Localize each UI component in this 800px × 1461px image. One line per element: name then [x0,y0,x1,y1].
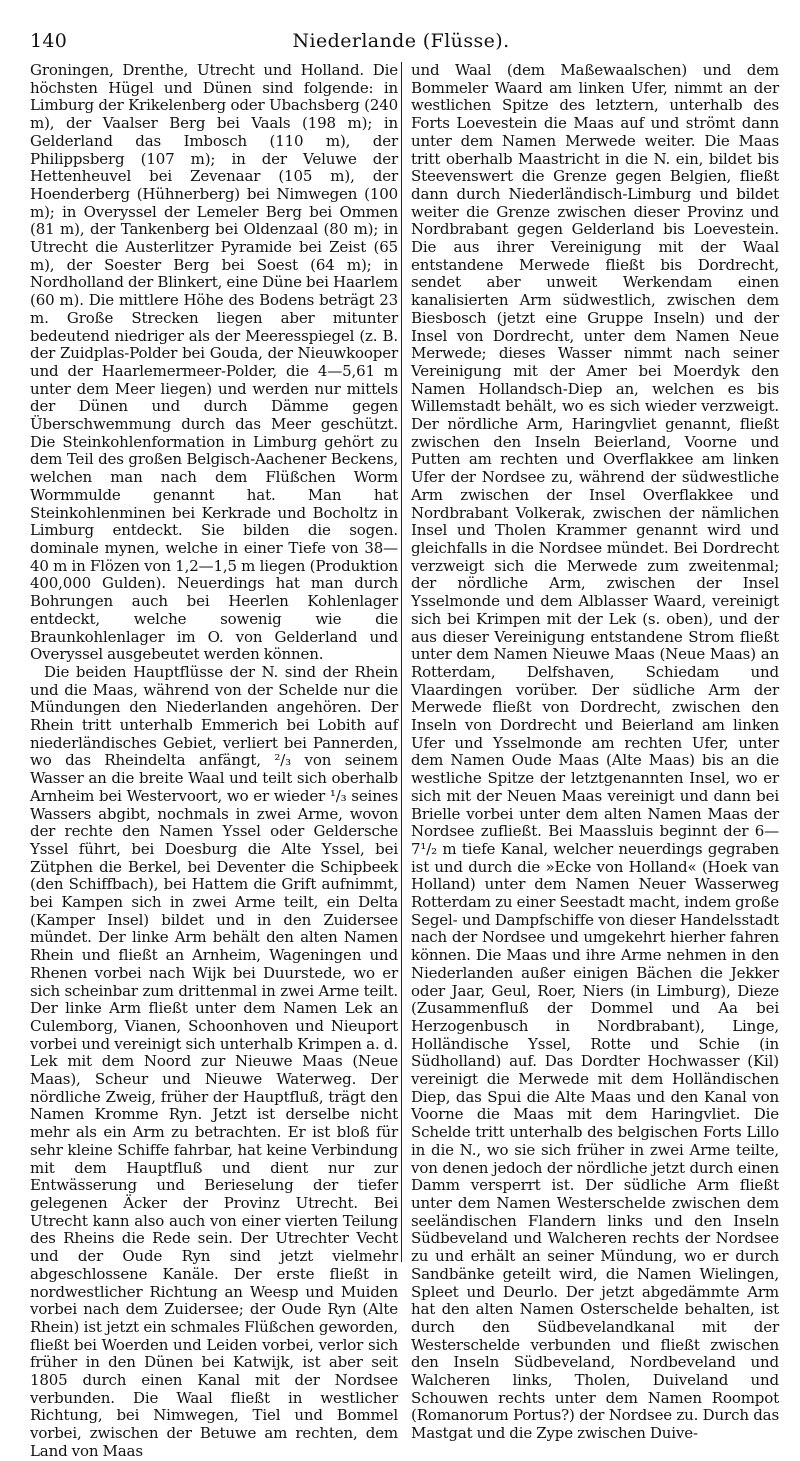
page-header [30,30,772,56]
right-column [411,62,779,1443]
left-paragraph-2: Die beiden Hauptflüsse der N. sind der Rhein und die Maas, während von der Schelde nur die Mündungen den Niederlanden angehören. Der Rhein tritt unterhalb Emmerich bei Lobith auf niederländisches Gebiet, verliert bei Pannerden, wo das Rheindelta anfängt, ²/₃ von seinem Wasser an die breite Waal und teilt sich oberhalb Arnheim bei Westervoort, wo er wieder ¹/₃ seines Wassers abgibt, nochmals in zwei Arme, wovon der rechte den Namen Yssel oder Geldersche Yssel führt, bei Doesburg die Alte Yssel, bei Zütphen die Berkel, bei Deventer die Schipbeek (den Schiffbach), bei Hattem die Grift aufnimmt, bei Kampen sich in zwei Arme teilt, ein Delta (Kamper Insel) bildet und in den Zuidersee mündet. Der linke Arm behält den alten Namen Rhein und fließt an Arnheim, Wageningen und Rhenen vorbei nach Wijk bei Duurstede, wo er sich scheinbar zum drittenmal in zwei Arme teilt. Der linke Arm fließt unter dem Namen Lek an Culemborg, Vianen, Schoonhoven und Nieuport vorbei und vereinigt sich unterhalb Krimpen a. d. Lek mit dem Noord zur Nieuwe Maas (Neue Maas), Scheur und Nieuwe Waterweg. Der nördliche Zweig, früher der Hauptfluß, trägt den Namen Kromme Ryn. Jetzt ist derselbe nicht mehr als ein Arm zu betrachten. Er ist bloß für sehr kleine Schiffe fahrbar, hat keine Verbindung mit dem Hauptfluß und dient nur zur Entwässerung und Berieselung der tiefer gelegenen Äcker der Provinz Utrecht. Bei Utrecht kann also auch von einer vierten Teilung des Rheins die Rede sein. Der Utrechter Vecht und der Oude Ryn sind jetzt vielmehr abgeschlossene Kanäle. Der erste fließt in nordwestlicher Richtung an Weesp und Muiden vorbei nach dem Zuidersee; der Oude Ryn (Alte Rhein) ist jetzt ein schmales Flüßchen geworden, fließt bei Woerden und Leiden vorbei, verlor sich früher in den Dünen bei Katwijk, ist aber seit 1805 durch einen Kanal mit der Nordsee verbunden. Die Waal fließt in westlicher Richtung, bei Nimwegen, Tiel und Bommel vorbei, zwischen der Betuwe am rechten, dem Land von Maas [30,662,398,1460]
right-paragraph-1: und Waal (dem Maßewaalschen) und dem Bommeler Waard am linken Ufer, nimmt an der westlichen Spitze des letztern, unterhalb des Forts Loevestein die Maas auf und strömt dann unter dem Namen Merwede weiter. Die Maas tritt oberhalb Maastricht in die N. ein, bildet bis Steevenswert die Grenze gegen Belgien, fließt dann durch Niederländisch-Limburg und bildet weiter die Grenze zwischen dieser Provinz und Nordbrabant gegen Gelderland bis Loevestein. Die aus ihrer Vereinigung mit der Waal entstandene Merwede fließt bis Dordrecht, sendet aber unweit Werkendam einen kanalisierten Arm südwestlich, zwischen dem Biesbosch (jetzt eine Gruppe Inseln) und der Insel von Dordrecht, unter dem Namen Neue Merwede; dieses Wasser nimmt nach seiner Vereinigung mit der Amer bei Moerdyk den Namen Hollandsch-Diep an, welchen es bis Willemstadt behält, wo es sich wieder verzweigt. Der nördliche Arm, Haringvliet genannt, fließt zwischen den Inseln Beierland, Voorne und Putten am rechten und Overflakkee am linken Ufer der Nordsee zu, während der südwestliche Arm zwischen der Insel Overflakkee und Nordbrabant Volkerak, zwischen der nämlichen Insel und Tholen Krammer genannt wird und gleichfalls in die Nordsee mündet. Bei Dordrecht verzweigt sich die Merwede zum zweitenmal; der nördliche Arm, zwischen der Insel Ysselmonde und dem Alblasser Waard, vereinigt sich bei Krimpen mit der Lek (s. oben), und der aus dieser Vereinigung entstandene Strom fließt unter dem Namen Nieuwe Maas (Neue Maas) an Rotterdam, Delfshaven, Schiedam und Vlaardingen vorüber. Der südliche Arm der Merwede fließt von Dordrecht, zwischen den Inseln von Dordrecht und Beierland am linken Ufer und Ysselmonde am rechten Ufer, unter dem Namen Oude Maas (Alte Maas) bis an die westliche Spitze der letztgenannten Insel, wo er sich mit der Neuen Maas vereinigt und dann bei Brielle vorbei unter dem alten Namen Maas der Nordsee zufließt. Bei Maassluis beginnt der 6—7¹/₂ m tiefe Kanal, welcher neuerdings gegraben ist und durch die »Ecke von Holland« (Hoek van Holland) unter dem Namen Neuer Wasserweg Rotterdam zu einer Seestadt macht, indem große Segel- und Dampfschiffe von dieser Handelsstadt nach der Nordsee und umgekehrt hierher fahren können. Die Maas und ihre Arme nehmen in den Niederlanden außer einigen Bächen die Jekker oder Jaar, Geul, Roer, Niers (in Limburg), Dieze (Zusammenfluß der Dommel und Aa bei Herzogenbusch in Nordbrabant), Linge, Holländische Yssel, Rotte und Schie (in Südholland) auf. Das Dordter Hochwasser (Kil) vereinigt die Merwede mit dem Holländischen Diep, das Spui die Alte Maas und den Kanal von Voorne die Maas mit dem Haringvliet. Die Schelde tritt unterhalb des belgischen Forts Lillo in die N., wo sie sich früher in zwei Arme teilte, von denen jedoch der nördliche jetzt durch einen Damm versperrt ist. Der südliche Arm fließt unter dem Namen Westerschelde zwischen dem seeländischen Flandern links und den Inseln Südbeveland und Walcheren rechts der Nordsee zu und erhält an seiner Mündung, wo er durch Sandbänke geteilt wird, die Namen Wielingen, Spleet und Deurlo. Der jetzt abgedämmte Arm hat den alten Namen Osterschelde behalten, ist durch den Südbevelandkanal mit der Westerschelde verbunden und fließt zwischen den Inseln Südbeveland, Nordbeveland und Walcheren links, Tholen, Duiveland und Schouwen rechts unter dem Namen Roompot (Romanorum Portus?) der Nordsee zu. Durch das Mastgat und die Zype zwischen Duive- [411,61,779,1443]
column-divider [401,62,402,1262]
running-head: Niederlande (Flüsse). [292,30,510,52]
page-number: 140 [30,30,68,52]
left-column [30,62,398,1461]
left-paragraph-1: Groningen, Drenthe, Utrecht und Holland. Die höchsten Hügel und Dünen sind folgende: in Limburg der Krikelenberg oder Ubachsberg (240 m), der Vaalser Berg bei Vaals (198 m); in Gelderland das Imbosch (110 m), der Philippsberg (107 m); in der Veluwe der Hettenheuvel bei Zevenaar (105 m), der Hoenderberg (Hühnerberg) bei Nimwegen (100 m); in Overyssel der Lemeler Berg bei Ommen (81 m), der Tankenberg bei Oldenzaal (80 m); in Utrecht die Austerlitzer Pyramide bei Zeist (65 m), der Soester Berg bei Soest (64 m); in Nordholland der Blinkert, eine Düne bei Haarlem (60 m). Die mittlere Höhe des Bodens beträgt 23 m. Große Strecken liegen aber mitunter bedeutend niedriger als der Meeresspiegel (z. B. der Zuidplas-Polder bei Gouda, der Nieuwkooper und der Haarlemermeer-Polder, die 4—5,61 m unter dem Meer liegen) und werden nur mittels der Dünen und durch Dämme gegen Überschwemmung durch das Meer geschützt. Die Steinkohlenformation in Limburg gehört zu dem Teil des großen Belgisch-Aachener Beckens, welchen man nach dem Flüßchen Worm Wormmulde genannt hat. Man hat Steinkohlenminen bei Kerkrade und Bocholtz in Limburg entdeckt. Sie bilden die sogen. dominale mynen, welche in einer Tiefe von 38—40 m in Flözen von 1,2—1,5 m liegen (Produktion 400,000 Gulden). Neuerdings hat man durch Bohrungen auch bei Heerlen Kohlenlager entdeckt, welche sowenig wie die Braunkohlenlager im O. von Gelderland und Overyssel ausgebeutet werden können. [30,61,398,664]
